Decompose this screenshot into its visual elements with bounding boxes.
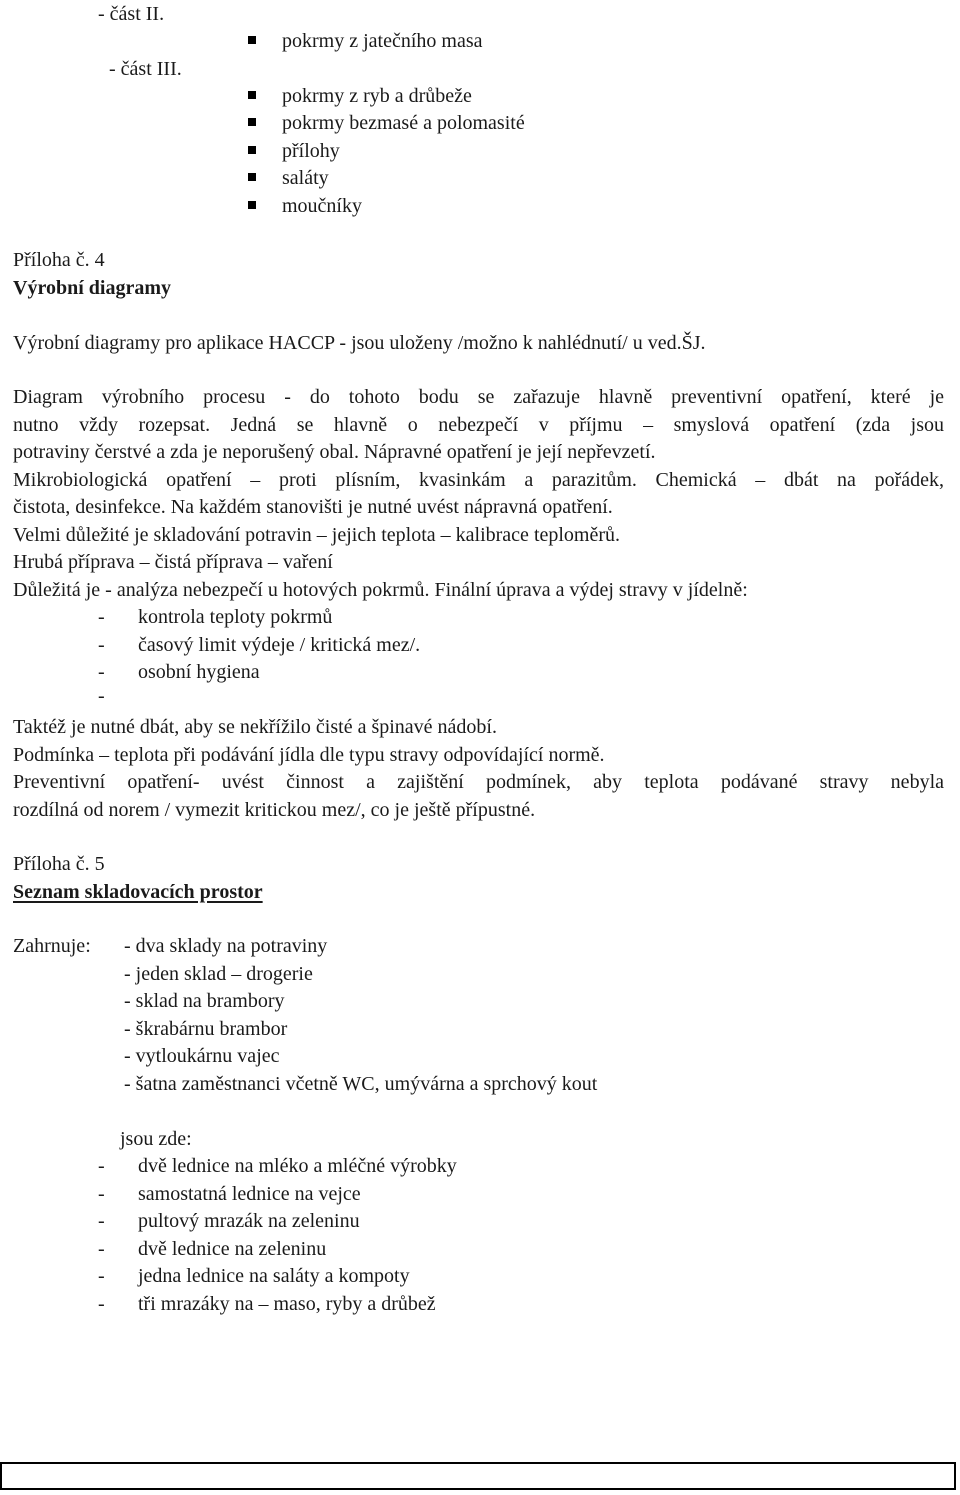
dash-marker: -: [98, 1238, 105, 1260]
list-item: - vytloukárnu vajec: [124, 1045, 280, 1067]
list-item: pokrmy z jatečního masa: [282, 30, 483, 52]
paragraph-line: Hrubá příprava – čistá příprava – vaření: [13, 551, 333, 573]
list-item: saláty: [282, 167, 329, 189]
paragraph-line: Mikrobiologická opatření – proti plísním, kvasinkám a parazitům. Chemická – dbát na pořádek,: [13, 469, 944, 491]
list-item: jedna lednice na saláty a kompoty: [138, 1265, 410, 1287]
square-bullet-icon: [248, 201, 256, 209]
paragraph-line: rozdílná od norem / vymezit kritickou mez/, co je ještě přípustné.: [13, 799, 536, 821]
annex-5-label: Příloha č. 5: [13, 853, 105, 875]
list-item: pokrmy z ryb a drůbeže: [282, 85, 472, 107]
list-item: přílohy: [282, 140, 340, 162]
paragraph-line: nutno vždy rozepsat. Jedná se hlavně o nebezpečí v příjmu – smyslová opatření (zda jsou: [13, 414, 944, 436]
dash-marker: -: [98, 1265, 105, 1287]
list-item: osobní hygiena: [138, 661, 260, 683]
list-item: časový limit výdeje / kritická mez/.: [138, 634, 421, 656]
dash-marker: -: [98, 634, 105, 656]
part-3-line: - část III.: [109, 58, 182, 80]
list-item: - dva sklady na potraviny: [124, 935, 328, 957]
list-item: dvě lednice na mléko a mléčné výrobky: [138, 1155, 457, 1177]
list-item: pultový mrazák na zeleninu: [138, 1210, 360, 1232]
list-item: dvě lednice na zeleninu: [138, 1238, 327, 1260]
paragraph-line: čistota, desinfekce. Na každém stanovišti je nutné uvést nápravná opatření.: [13, 496, 613, 518]
dash-marker: -: [98, 685, 105, 707]
dash-marker: -: [98, 1155, 105, 1177]
dash-marker: -: [98, 606, 105, 628]
paragraph-line: Velmi důležité je skladování potravin – jejich teplota – kalibrace teploměrů.: [13, 524, 621, 546]
square-bullet-icon: [248, 173, 256, 181]
annex-4-label: Příloha č. 4: [13, 249, 105, 271]
square-bullet-icon: [248, 118, 256, 126]
dash-marker: -: [98, 1293, 105, 1315]
annex-4-title: Výrobní diagramy: [13, 277, 171, 299]
dash-marker: -: [98, 1210, 105, 1232]
square-bullet-icon: [248, 36, 256, 44]
list-item: tři mrazáky na – maso, ryby a drůbež: [138, 1293, 436, 1315]
list-item: moučníky: [282, 195, 362, 217]
list-item: - sklad na brambory: [124, 990, 285, 1012]
annex-4-intro: Výrobní diagramy pro aplikace HACCP - jsou uloženy /možno k nahlédnutí/ u ved.ŠJ.: [13, 332, 706, 354]
dash-marker: -: [98, 661, 105, 683]
paragraph-line: potraviny čerstvé a zda je neporušený obal. Nápravné opatření je její nepřevzetí.: [13, 441, 656, 463]
list-item: samostatná lednice na vejce: [138, 1183, 361, 1205]
dash-marker: -: [98, 1183, 105, 1205]
page-footer-frame: [0, 1462, 956, 1490]
list-item: - škrabárnu brambor: [124, 1018, 288, 1040]
square-bullet-icon: [248, 91, 256, 99]
annex-5-title: Seznam skladovacích prostor: [13, 881, 263, 903]
list-item: kontrola teploty pokrmů: [138, 606, 333, 628]
paragraph-line: Podmínka – teplota při podávání jídla dle typu stravy odpovídající normě.: [13, 744, 605, 766]
list-item: pokrmy bezmasé a polomasité: [282, 112, 525, 134]
here-label: jsou zde:: [120, 1128, 192, 1150]
list-item: - šatna zaměstnanci včetně WC, umývárna a sprchový kout: [124, 1073, 598, 1095]
square-bullet-icon: [248, 146, 256, 154]
paragraph-line: Diagram výrobního procesu - do tohoto bodu se zařazuje hlavně preventivní opatření, které je: [13, 386, 944, 408]
part-2-line: - část II.: [98, 3, 165, 25]
list-item: - jeden sklad – drogerie: [124, 963, 313, 985]
paragraph-line: Taktéž je nutné dbát, aby se nekřížilo čisté a špinavé nádobí.: [13, 716, 497, 738]
includes-label: Zahrnuje:: [13, 935, 91, 957]
paragraph-line: Důležitá je - analýza nebezpečí u hotových pokrmů. Finální úprava a výdej stravy v jídelně:: [13, 579, 748, 601]
paragraph-line: Preventivní opatření- uvést činnost a zajištění podmínek, aby teplota podávané stravy nebyla: [13, 771, 944, 793]
